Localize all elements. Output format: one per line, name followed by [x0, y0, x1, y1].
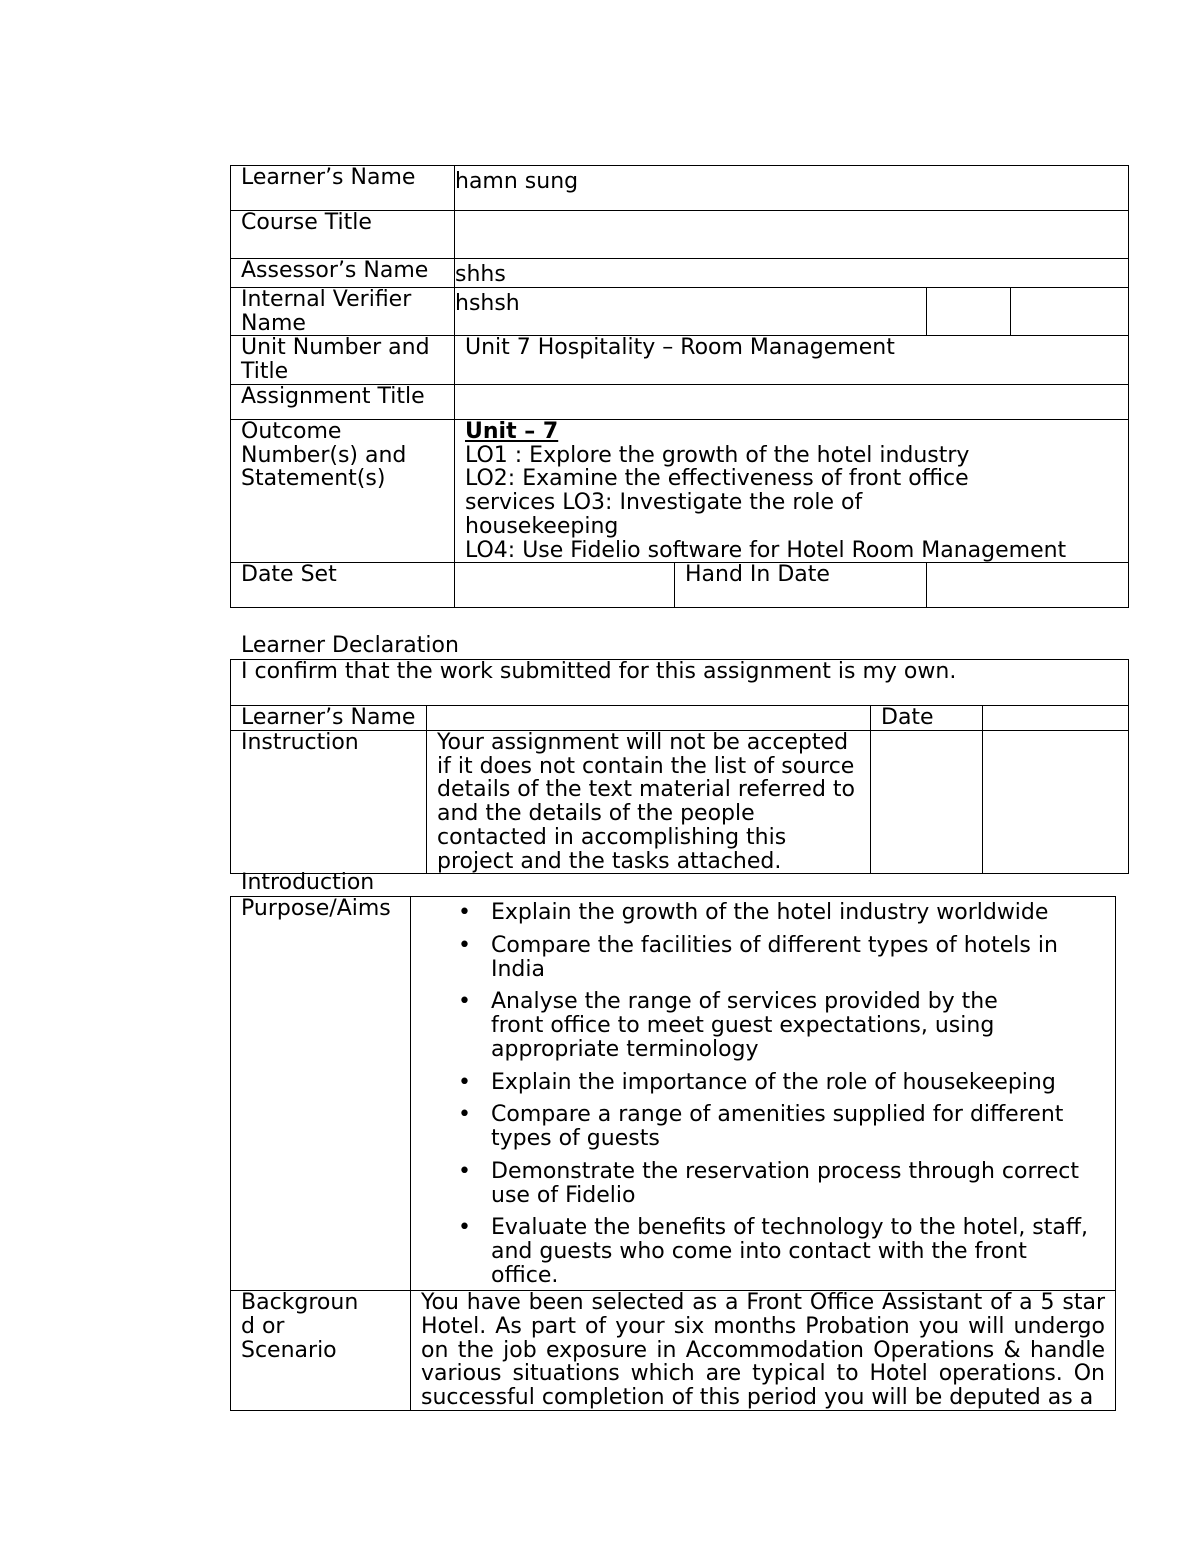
instruction-text: Your assignment will not be accepted if it does not contain the list of source details of the text material referred to and the details of the people contacted in accomplishing this project and the tasks attached.	[427, 730, 871, 874]
instruction-extra-cell-1	[871, 730, 983, 874]
outcome-line: LO1 : Explore the growth of the hotel industry	[465, 442, 970, 468]
introduction-heading: Introduction	[241, 870, 375, 895]
declaration-date-label: Date	[871, 706, 983, 731]
outcome-label: Outcome Number(s) and Statement(s)	[231, 419, 455, 563]
aims-item: • Evaluate the benefits of technology to the hotel, staff, and guests who come into contact with the front office.	[491, 1216, 1101, 1287]
declaration-statement: I confirm that the work submitted for this assignment is my own.	[231, 660, 1129, 706]
date-set-label: Date Set	[231, 563, 455, 608]
declaration-heading: Learner Declaration	[241, 633, 459, 658]
course-title-label: Course Title	[231, 211, 455, 259]
outcome-line: LO2: Examine the effectiveness of front office services LO3: Investigate the role of housekeeping	[465, 466, 969, 539]
introduction-table	[230, 896, 1116, 1411]
assignment-cover-table	[230, 165, 1129, 608]
aims-item: • Compare the facilities of different types of hotels in India	[491, 934, 1115, 982]
internal-verifier-label: Internal Verifier Name	[231, 287, 455, 336]
outcome-heading: Unit – 7	[465, 418, 559, 444]
outcome-statements	[455, 419, 1129, 563]
unit-value: Unit 7 Hospitality – Room Management	[455, 336, 1129, 385]
aims-item: • Explain the importance of the role of housekeeping	[491, 1071, 1115, 1095]
aims-cell	[411, 897, 1116, 1291]
assessor-name-value: shhs	[455, 259, 1129, 288]
instruction-extra-cell-2	[983, 730, 1129, 874]
aims-item: • Analyse the range of services provided by the front office to meet guest expectations, using appropriate terminology	[491, 990, 1011, 1061]
verifier-extra-cell-1	[927, 287, 1011, 336]
outcome-line: LO4: Use Fidelio software for Hotel Room Management	[465, 537, 1067, 563]
internal-verifier-value: hshsh	[455, 287, 927, 336]
assignment-title-label: Assignment Title	[231, 384, 455, 419]
purpose-label: Purpose/Aims	[231, 897, 411, 1291]
aims-item: • Demonstrate the reservation process through correct use of Fidelio	[491, 1160, 1115, 1208]
date-set-value	[455, 563, 675, 608]
unit-label: Unit Number and Title	[231, 336, 455, 385]
learner-name-value: hamn sung	[455, 166, 1129, 211]
assignment-title-value	[455, 384, 1129, 419]
course-title-value	[455, 211, 1129, 259]
assessor-name-label: Assessor’s Name	[231, 259, 455, 288]
hand-in-value	[927, 563, 1129, 608]
declaration-table	[230, 659, 1129, 874]
learner-name-label: Learner’s Name	[231, 166, 455, 211]
aims-list	[411, 897, 1115, 1288]
declaration-learner-name-label: Learner’s Name	[231, 706, 427, 731]
verifier-extra-cell-2	[1011, 287, 1129, 336]
aims-item: • Compare a range of amenities supplied for different types of guests	[491, 1103, 1115, 1151]
declaration-learner-name-value	[427, 706, 871, 731]
background-label	[231, 1291, 411, 1411]
background-text: You have been selected as a Front Office Assistant of a 5 star Hotel. As part of your six months Probation you will undergo on the job exposure in Accommodation Operations & handle various situations which are typical to Hotel operations. On successful completion of this period you will be deputed as a	[411, 1291, 1116, 1411]
background-label-text: Backgroun d or Scenario	[241, 1290, 359, 1363]
declaration-date-value	[983, 706, 1129, 731]
aims-item: • Explain the growth of the hotel industry worldwide	[491, 901, 1115, 925]
hand-in-label: Hand In Date	[675, 563, 927, 608]
instruction-label: Instruction	[231, 730, 427, 874]
